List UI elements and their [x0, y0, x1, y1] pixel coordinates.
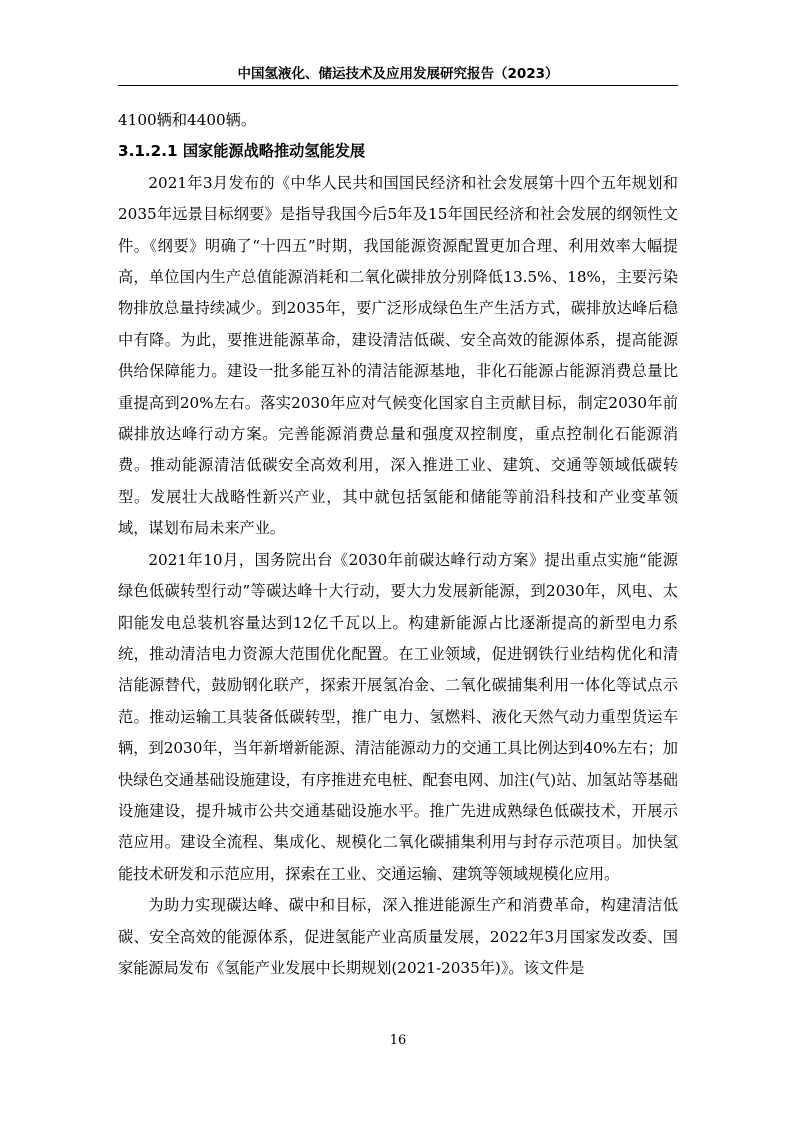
header-rule: [118, 85, 678, 86]
paragraph-3: 为助力实现碳达峰、碳中和目标，深入推进能源生产和消费革命，构建清洁低碳、安全高效的能源体系，促进氢能产业高质量发展，2022年3月国家发改委、国家能源局发布《氢能产业发展中长期规划(2021-2035年)》。该文件是: [118, 896, 678, 977]
page-number: 16: [389, 1033, 407, 1048]
paragraph-1: 2021年3月发布的《中华人民共和国国民经济和社会发展第十四个五年规划和2035年远景目标纲要》是指导我国今后5年及15年国民经济和社会发展的纲领性文件。《纲要》明确了“十四五”时期，我国能源资源配置更加合理、利用效率大幅提高，单位国内生产总值能源消耗和二氧化碳排放分别降低13.5%、18%，主要污染物排放总量持续减少。到2035年，要广泛形成绿色生产生活方式，碳排放达峰后稳中有降。为此，要推进能源革命，建设清洁低碳、安全高效的能源体系，提高能源供给保障能力。建设一批多能互补的清洁能源基地，非化石能源占能源消费总量比重提高到20%左右。落实2030年应对气候变化国家自主贡献目标，制定2030年前碳排放达峰行动方案。完善能源消费总量和强度双控制度，重点控制化石能源消费。推动能源清洁低碳安全高效利用，深入推进工业、建筑、交通等领域低碳转型。发展壮大战略性新兴产业，其中就包括氢能和储能等前沿科技和产业变革领域，谋划布局未来产业。: [118, 173, 678, 538]
lead-line: 4100辆和4400辆。: [118, 111, 257, 129]
paragraph-2: 2021年10月，国务院出台《2030年前碳达峰行动方案》提出重点实施“能源绿色低碳转型行动”等碳达峰十大行动，要大力发展新能源，到2030年，风电、太阳能发电总装机容量达到12亿千瓦以上。构建新能源占比逐渐提高的新型电力系统，推动清洁电力资源大范围优化配置。在工业领域，促进钢铁行业结构优化和清洁能源替代，鼓励钢化联产，探索开展氢冶金、二氧化碳捕集利用一体化等试点示范。推动运输工具装备低碳转型，推广电力、氢燃料、液化天然气动力重型货运车辆，到2030年，当年新增新能源、清洁能源动力的交通工具比例达到40%左右；加快绿色交通基础设施建设，有序推进充电桩、配套电网、加注(气)站、加氢站等基础设施建设，提升城市公共交通基础设施水平。推广先进成熟绿色低碳技术，开展示范应用。建设全流程、集成化、规模化二氧化碳捕集利用与封存示范项目。加快氢能技术研发和示范应用，探索在工业、交通运输、建筑等领域规模化应用。: [118, 550, 678, 883]
page-body: [118, 105, 678, 984]
section-heading: 3.1.2.1 国家能源战略推动氢能发展: [118, 142, 366, 161]
running-header: 中国氢液化、储运技术及应用发展研究报告（2023）: [237, 66, 559, 82]
